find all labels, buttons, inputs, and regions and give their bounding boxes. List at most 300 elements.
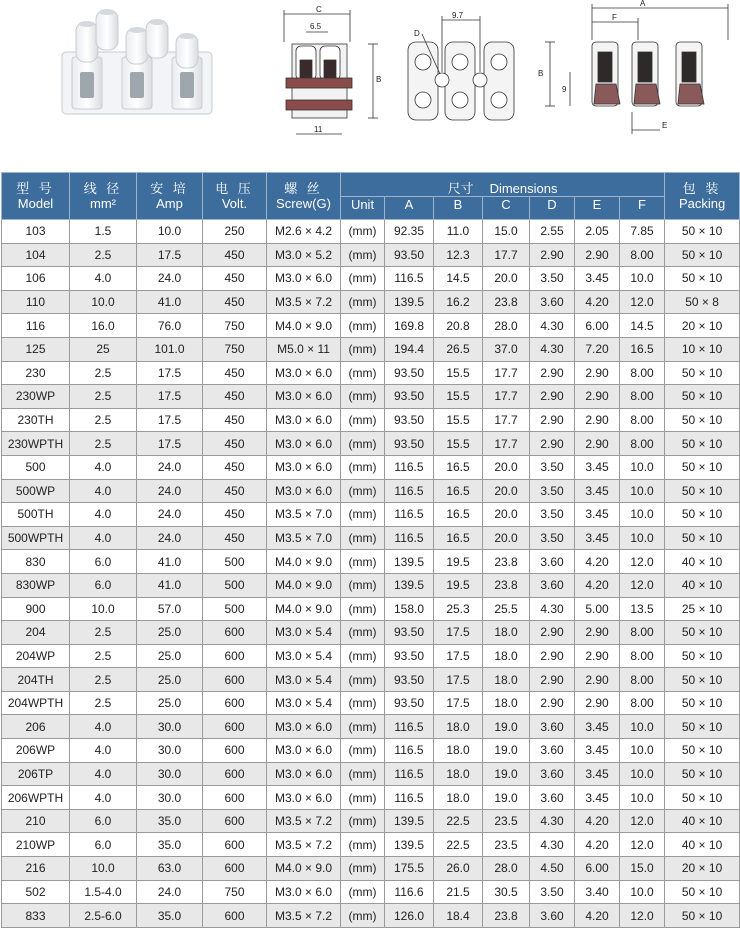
table-cell: 230WPTH — [2, 432, 70, 456]
table-cell: (mm) — [341, 550, 385, 574]
table-cell: 600 — [203, 715, 267, 739]
table-row — [2, 361, 740, 385]
table-cell: 41.0 — [137, 550, 203, 574]
table-cell: 2.90 — [530, 243, 575, 267]
table-cell: 3.60 — [530, 739, 575, 763]
table-cell: 116.5 — [385, 503, 434, 527]
table-row — [2, 385, 740, 409]
table-cell: 2.5 — [70, 408, 137, 432]
dim-label-b-front: B — [538, 69, 544, 78]
table-cell: 3.45 — [575, 503, 620, 527]
table-cell: 3.60 — [530, 762, 575, 786]
table-cell: (mm) — [341, 243, 385, 267]
table-cell: 106 — [2, 267, 70, 291]
table-cell: (mm) — [341, 267, 385, 291]
dim-label-9-7: 9.7 — [452, 11, 464, 20]
table-cell: 30.5 — [483, 880, 530, 904]
table-cell: 40 × 10 — [665, 833, 740, 857]
table-cell: 35.0 — [137, 833, 203, 857]
table-cell: 600 — [203, 644, 267, 668]
table-cell: (mm) — [341, 220, 385, 244]
table-cell: (mm) — [341, 904, 385, 928]
table-cell: 6.0 — [70, 809, 137, 833]
table-row — [2, 833, 740, 857]
dim-label-9: 9 — [562, 85, 567, 94]
table-cell: M3.0 × 5.4 — [267, 644, 341, 668]
table-cell: (mm) — [341, 715, 385, 739]
table-row — [2, 597, 740, 621]
table-cell: 14.5 — [434, 267, 483, 291]
table-cell: (mm) — [341, 880, 385, 904]
table-cell: 3.45 — [575, 455, 620, 479]
table-cell: 116.5 — [385, 455, 434, 479]
table-cell: 104 — [2, 243, 70, 267]
table-cell: 93.50 — [385, 432, 434, 456]
table-row — [2, 857, 740, 881]
table-cell: 10.0 — [620, 267, 665, 291]
table-cell: 2.5 — [70, 432, 137, 456]
table-row — [2, 455, 740, 479]
table-cell: 600 — [203, 786, 267, 810]
table-cell: 2.90 — [530, 432, 575, 456]
table-cell: 17.7 — [483, 361, 530, 385]
table-cell: 500 — [203, 550, 267, 574]
table-cell: 204WPTH — [2, 691, 70, 715]
table-cell: M3.0 × 6.0 — [267, 762, 341, 786]
table-cell: 3.45 — [575, 739, 620, 763]
table-cell: 50 × 10 — [665, 361, 740, 385]
table-cell: 2.05 — [575, 220, 620, 244]
table-cell: (mm) — [341, 739, 385, 763]
table-cell: 35.0 — [137, 809, 203, 833]
table-cell: 4.20 — [575, 833, 620, 857]
top-view-drawing — [400, 2, 525, 132]
table-row — [2, 432, 740, 456]
table-cell: 50 × 10 — [665, 479, 740, 503]
dim-label-11: 11 — [314, 125, 323, 134]
table-row — [2, 644, 740, 668]
table-cell: 500 — [2, 455, 70, 479]
table-cell: 40 × 10 — [665, 573, 740, 597]
table-cell: 10.0 — [620, 786, 665, 810]
table-cell: 3.50 — [530, 267, 575, 291]
table-cell: 3.60 — [530, 290, 575, 314]
table-cell: 2.90 — [575, 408, 620, 432]
table-cell: 3.45 — [575, 479, 620, 503]
table-cell: 116.5 — [385, 786, 434, 810]
table-cell: 500 — [203, 597, 267, 621]
table-cell: 12.0 — [620, 904, 665, 928]
table-cell: 4.0 — [70, 715, 137, 739]
table-cell: 76.0 — [137, 314, 203, 338]
table-cell: 25 — [70, 337, 137, 361]
table-cell: 116.5 — [385, 267, 434, 291]
table-cell: 116.5 — [385, 479, 434, 503]
table-row — [2, 314, 740, 338]
table-cell: 2.90 — [575, 621, 620, 645]
table-cell: 24.0 — [137, 880, 203, 904]
table-cell: 600 — [203, 739, 267, 763]
table-cell: 17.5 — [434, 644, 483, 668]
table-cell: 206WP — [2, 739, 70, 763]
table-cell: 15.5 — [434, 385, 483, 409]
header-c: C — [483, 197, 530, 220]
table-cell: M4.0 × 9.0 — [267, 314, 341, 338]
table-row — [2, 668, 740, 692]
table-cell: 63.0 — [137, 857, 203, 881]
table-cell: 600 — [203, 621, 267, 645]
table-cell: 6.0 — [70, 833, 137, 857]
table-cell: (mm) — [341, 762, 385, 786]
table-cell: 2.90 — [575, 385, 620, 409]
table-cell: 10.0 — [620, 455, 665, 479]
table-cell: 2.90 — [530, 408, 575, 432]
table-cell: 8.00 — [620, 408, 665, 432]
table-cell: 116.5 — [385, 762, 434, 786]
table-cell: 139.5 — [385, 833, 434, 857]
table-cell: M3.0 × 6.0 — [267, 880, 341, 904]
table-cell: 15.5 — [434, 408, 483, 432]
table-cell: 10.0 — [620, 479, 665, 503]
table-cell: 6.0 — [70, 550, 137, 574]
table-cell: 3.45 — [575, 786, 620, 810]
header-wire: 线 径 mm² — [70, 173, 137, 220]
table-cell: 10.0 — [620, 880, 665, 904]
table-cell: M3.0 × 6.0 — [267, 432, 341, 456]
table-cell: 450 — [203, 290, 267, 314]
table-cell: 116.5 — [385, 739, 434, 763]
table-cell: 175.5 — [385, 857, 434, 881]
table-cell: 20.0 — [483, 526, 530, 550]
table-cell: 10.0 — [620, 526, 665, 550]
table-cell: M3.0 × 6.0 — [267, 786, 341, 810]
table-cell: 50 × 10 — [665, 786, 740, 810]
table-cell: 20.0 — [483, 455, 530, 479]
table-cell: 6.00 — [575, 314, 620, 338]
table-cell: 15.0 — [620, 857, 665, 881]
table-cell: 10.0 — [620, 739, 665, 763]
table-cell: 15.0 — [483, 220, 530, 244]
table-cell: 15.5 — [434, 432, 483, 456]
table-cell: 16.5 — [620, 337, 665, 361]
table-cell: 833 — [2, 904, 70, 928]
table-cell: 2.5 — [70, 243, 137, 267]
table-cell: 20.0 — [483, 479, 530, 503]
table-cell: 21.5 — [434, 880, 483, 904]
table-cell: 20 × 10 — [665, 314, 740, 338]
table-row — [2, 220, 740, 244]
table-cell: 18.0 — [483, 691, 530, 715]
dim-label-a: A — [640, 0, 646, 8]
table-cell: 450 — [203, 503, 267, 527]
table-cell: 206TP — [2, 762, 70, 786]
table-row — [2, 550, 740, 574]
table-cell: 57.0 — [137, 597, 203, 621]
header-screw: 螺 丝 Screw(G) — [267, 173, 341, 220]
table-cell: 126.0 — [385, 904, 434, 928]
table-cell: 2.90 — [575, 432, 620, 456]
table-cell: 600 — [203, 691, 267, 715]
table-cell: (mm) — [341, 503, 385, 527]
table-cell: 204 — [2, 621, 70, 645]
table-cell: 16.5 — [434, 479, 483, 503]
table-cell: 103 — [2, 220, 70, 244]
table-cell: 28.0 — [483, 314, 530, 338]
header-a: A — [385, 197, 434, 220]
front-section-drawing — [536, 0, 736, 140]
table-cell: 450 — [203, 385, 267, 409]
table-cell: 3.60 — [530, 786, 575, 810]
table-cell: 230 — [2, 361, 70, 385]
table-cell: 17.7 — [483, 243, 530, 267]
table-cell: 600 — [203, 809, 267, 833]
table-cell: 10.0 — [70, 857, 137, 881]
table-cell: 16.0 — [70, 314, 137, 338]
table-cell: 18.0 — [434, 786, 483, 810]
table-cell: 40 × 10 — [665, 550, 740, 574]
table-cell: 194.4 — [385, 337, 434, 361]
table-cell: M3.0 × 6.0 — [267, 385, 341, 409]
table-cell: 23.8 — [483, 290, 530, 314]
table-cell: 50 × 10 — [665, 668, 740, 692]
table-cell: 450 — [203, 243, 267, 267]
table-cell: M3.5 × 7.0 — [267, 503, 341, 527]
table-cell: M4.0 × 9.0 — [267, 550, 341, 574]
table-cell: 3.45 — [575, 762, 620, 786]
table-cell: 216 — [2, 857, 70, 881]
header-f: F — [620, 197, 665, 220]
table-cell: 16.5 — [434, 526, 483, 550]
header-packing: 包 装 Packing — [665, 173, 740, 220]
table-cell: 500WP — [2, 479, 70, 503]
dim-label-f: F — [612, 13, 617, 22]
table-cell: 4.0 — [70, 786, 137, 810]
table-cell: 600 — [203, 857, 267, 881]
table-cell: 50 × 10 — [665, 455, 740, 479]
table-cell: 8.00 — [620, 243, 665, 267]
table-cell: 830 — [2, 550, 70, 574]
table-cell: 2.90 — [575, 243, 620, 267]
table-cell: 1.5 — [70, 220, 137, 244]
table-cell: 4.0 — [70, 455, 137, 479]
table-cell: 41.0 — [137, 573, 203, 597]
table-cell: 6.00 — [575, 857, 620, 881]
table-cell: 158.0 — [385, 597, 434, 621]
table-cell: M3.0 × 5.2 — [267, 243, 341, 267]
table-cell: 22.5 — [434, 809, 483, 833]
table-cell: 6.0 — [70, 573, 137, 597]
table-cell: 500WPTH — [2, 526, 70, 550]
table-cell: 24.0 — [137, 267, 203, 291]
table-cell: 210 — [2, 809, 70, 833]
table-cell: M5.0 × 11 — [267, 337, 341, 361]
table-cell: 30.0 — [137, 739, 203, 763]
table-cell: 50 × 10 — [665, 739, 740, 763]
table-cell: 139.5 — [385, 550, 434, 574]
table-cell: 93.50 — [385, 243, 434, 267]
table-cell: 23.5 — [483, 809, 530, 833]
table-cell: 500 — [203, 573, 267, 597]
table-cell: 10.0 — [70, 290, 137, 314]
table-cell: 25 × 10 — [665, 597, 740, 621]
table-cell: 17.5 — [137, 432, 203, 456]
table-cell: 4.20 — [575, 290, 620, 314]
table-cell: 750 — [203, 880, 267, 904]
table-cell: 110 — [2, 290, 70, 314]
header-unit: Unit — [341, 197, 385, 220]
table-cell: 2.90 — [530, 668, 575, 692]
table-cell: 24.0 — [137, 526, 203, 550]
dim-label-c: C — [316, 5, 322, 14]
table-cell: 37.0 — [483, 337, 530, 361]
table-cell: 50 × 10 — [665, 432, 740, 456]
table-cell: 18.0 — [483, 668, 530, 692]
table-cell: 204TH — [2, 668, 70, 692]
table-cell: 50 × 10 — [665, 267, 740, 291]
table-cell: 3.50 — [530, 526, 575, 550]
table-cell: 25.3 — [434, 597, 483, 621]
table-cell: (mm) — [341, 526, 385, 550]
table-row — [2, 715, 740, 739]
table-cell: 450 — [203, 432, 267, 456]
table-cell: 2.5-6.0 — [70, 904, 137, 928]
table-cell: 50 × 10 — [665, 385, 740, 409]
table-cell: 2.90 — [575, 668, 620, 692]
table-cell: M3.0 × 6.0 — [267, 739, 341, 763]
table-cell: (mm) — [341, 573, 385, 597]
table-cell: 4.0 — [70, 267, 137, 291]
table-cell: 206WPTH — [2, 786, 70, 810]
table-cell: 50 × 10 — [665, 644, 740, 668]
header-d: D — [530, 197, 575, 220]
table-cell: M3.5 × 7.2 — [267, 290, 341, 314]
table-cell: 12.3 — [434, 243, 483, 267]
table-cell: 17.5 — [434, 621, 483, 645]
table-cell: 2.5 — [70, 361, 137, 385]
table-cell: M2.6 × 4.2 — [267, 220, 341, 244]
table-cell: 206 — [2, 715, 70, 739]
table-cell: 50 × 10 — [665, 904, 740, 928]
table-cell: 2.90 — [530, 644, 575, 668]
table-cell: 93.50 — [385, 644, 434, 668]
header-e: E — [575, 197, 620, 220]
table-cell: 50 × 10 — [665, 880, 740, 904]
table-cell: 3.60 — [530, 715, 575, 739]
header-model: 型 号 Model — [2, 173, 70, 220]
table-cell: 12.0 — [620, 550, 665, 574]
table-cell: (mm) — [341, 361, 385, 385]
table-row — [2, 786, 740, 810]
table-cell: M4.0 × 9.0 — [267, 573, 341, 597]
table-cell: 4.30 — [530, 314, 575, 338]
table-cell: 18.4 — [434, 904, 483, 928]
table-cell: 18.0 — [483, 644, 530, 668]
table-cell: 750 — [203, 337, 267, 361]
table-cell: 230TH — [2, 408, 70, 432]
table-cell: 2.90 — [530, 621, 575, 645]
table-cell: 4.20 — [575, 809, 620, 833]
table-cell: 4.50 — [530, 857, 575, 881]
table-cell: 830WP — [2, 573, 70, 597]
table-cell: 50 × 10 — [665, 526, 740, 550]
table-cell: 18.0 — [434, 739, 483, 763]
table-cell: (mm) — [341, 597, 385, 621]
table-cell: 93.50 — [385, 691, 434, 715]
table-cell: 23.8 — [483, 573, 530, 597]
table-row — [2, 290, 740, 314]
table-cell: 23.8 — [483, 550, 530, 574]
table-cell: 25.0 — [137, 691, 203, 715]
table-cell: 19.0 — [483, 786, 530, 810]
table-row — [2, 691, 740, 715]
table-cell: 50 × 10 — [665, 691, 740, 715]
table-cell: M3.0 × 5.4 — [267, 621, 341, 645]
table-cell: 17.7 — [483, 385, 530, 409]
table-cell: 22.5 — [434, 833, 483, 857]
table-cell: 600 — [203, 904, 267, 928]
table-cell: 19.0 — [483, 739, 530, 763]
table-cell: 2.5 — [70, 668, 137, 692]
table-cell: 3.45 — [575, 267, 620, 291]
table-cell: 116.5 — [385, 526, 434, 550]
table-cell: 2.90 — [575, 361, 620, 385]
table-cell: 139.5 — [385, 809, 434, 833]
table-cell: 17.7 — [483, 408, 530, 432]
table-cell: 28.0 — [483, 857, 530, 881]
table-cell: (mm) — [341, 644, 385, 668]
table-cell: 19.5 — [434, 573, 483, 597]
table-cell: 10.0 — [620, 503, 665, 527]
table-row — [2, 408, 740, 432]
table-row — [2, 762, 740, 786]
table-cell: (mm) — [341, 857, 385, 881]
table-cell: 20.0 — [483, 267, 530, 291]
table-cell: 7.20 — [575, 337, 620, 361]
table-cell: 7.85 — [620, 220, 665, 244]
table-cell: 15.5 — [434, 361, 483, 385]
table-cell: 125 — [2, 337, 70, 361]
table-cell: 2.5 — [70, 621, 137, 645]
table-cell: 2.55 — [530, 220, 575, 244]
table-cell: 4.0 — [70, 762, 137, 786]
table-row — [2, 267, 740, 291]
table-cell: 4.0 — [70, 526, 137, 550]
table-cell: 26.5 — [434, 337, 483, 361]
table-cell: 18.0 — [434, 762, 483, 786]
table-cell: 3.60 — [530, 573, 575, 597]
header-volt: 电 压 Volt. — [203, 173, 267, 220]
table-cell: 210WP — [2, 833, 70, 857]
table-cell: 10 × 10 — [665, 337, 740, 361]
table-cell: 450 — [203, 361, 267, 385]
table-cell: 2.90 — [530, 361, 575, 385]
table-row — [2, 479, 740, 503]
table-cell: M4.0 × 9.0 — [267, 857, 341, 881]
table-cell: 14.5 — [620, 314, 665, 338]
table-cell: 2.90 — [530, 691, 575, 715]
table-cell: 600 — [203, 833, 267, 857]
table-cell: 24.0 — [137, 503, 203, 527]
table-cell: 93.50 — [385, 621, 434, 645]
table-cell: 16.5 — [434, 503, 483, 527]
table-cell: 3.60 — [530, 550, 575, 574]
table-cell: 4.30 — [530, 809, 575, 833]
table-cell: 25.5 — [483, 597, 530, 621]
table-cell: M3.5 × 7.2 — [267, 833, 341, 857]
table-cell: 450 — [203, 526, 267, 550]
table-cell: M3.0 × 6.0 — [267, 408, 341, 432]
table-cell: (mm) — [341, 786, 385, 810]
